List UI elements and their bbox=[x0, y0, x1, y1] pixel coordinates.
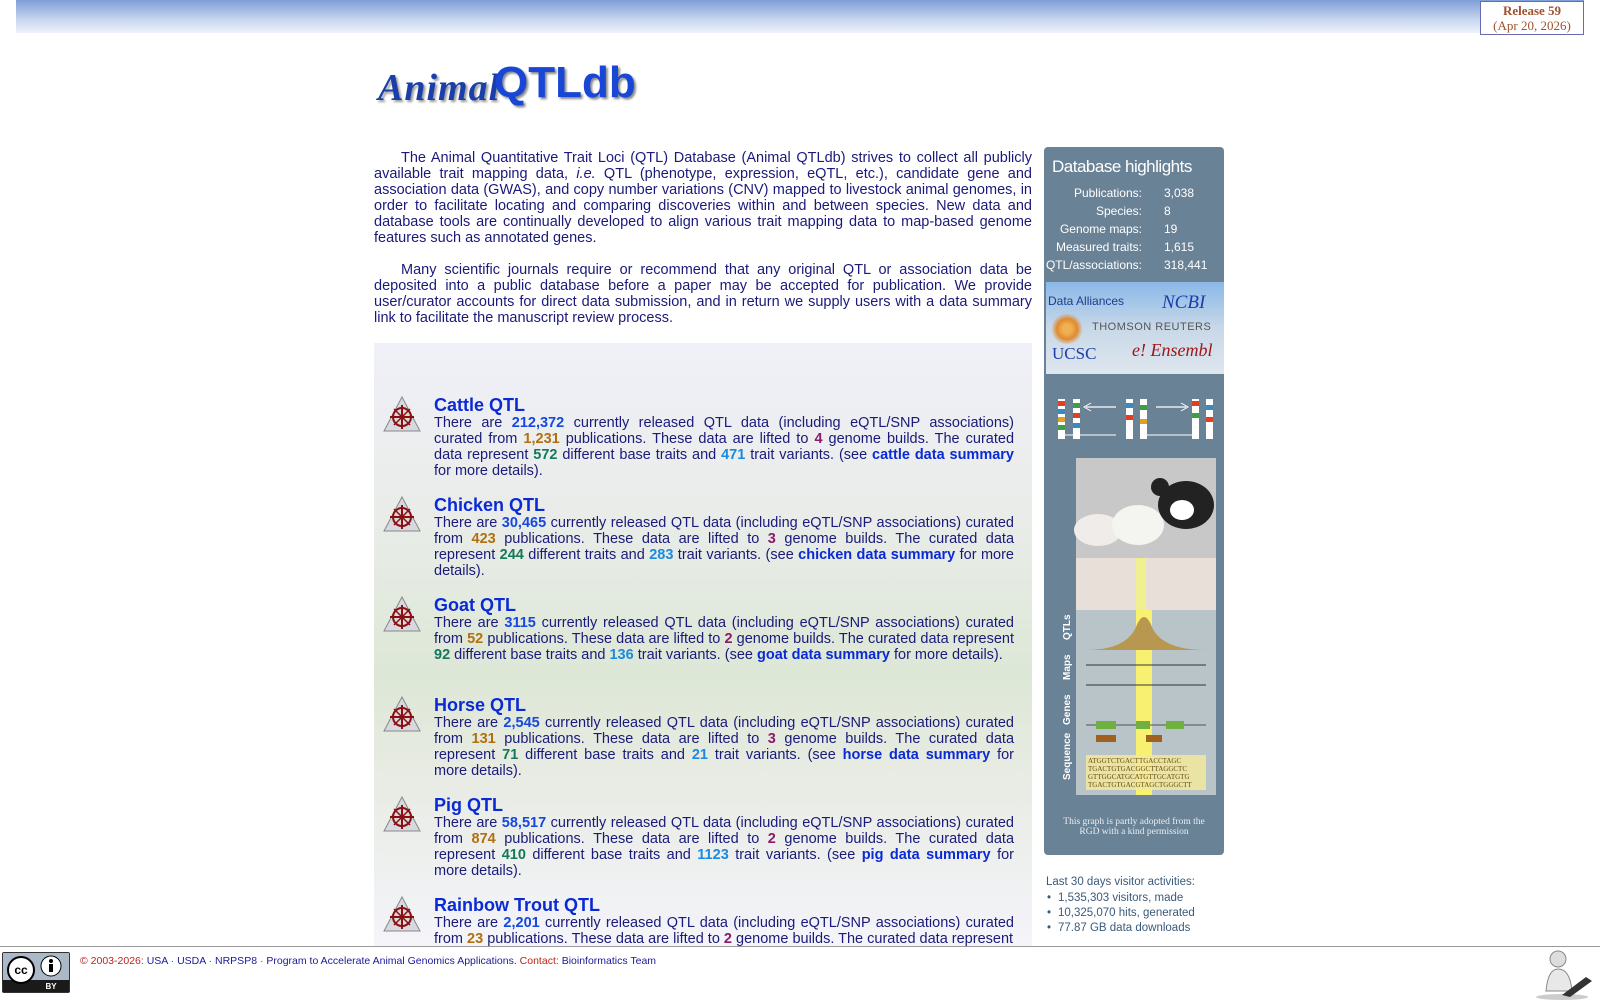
top-banner bbox=[16, 0, 1584, 33]
publication-count[interactable]: 874 bbox=[471, 831, 496, 847]
species-emblem-icon bbox=[382, 595, 422, 635]
sequence-line: TGACTGTGACGGCTTAGGCTC bbox=[1088, 765, 1187, 773]
genome-build-count[interactable]: 3 bbox=[767, 531, 776, 547]
sequence-line: TGACTGTGACGTAGCTGGGCTT bbox=[1088, 781, 1192, 789]
visitor-stat: • 1,535,303 visitors, made bbox=[1058, 892, 1236, 904]
trait-count[interactable]: 71 bbox=[502, 747, 519, 763]
thomson-reuters-logo[interactable]: THOMSON REUTERS bbox=[1092, 321, 1212, 333]
stat-value: 8 bbox=[1164, 204, 1171, 218]
stat-value: 318,441 bbox=[1164, 258, 1208, 272]
species-summary-text: There are 2,545 currently released QTL data (including eQTL/SNP associations) curated from 131 publications. These data are lifted to 3 genome builds. The curated data represent 71 different base traits and 21 trait variants. (see horse data summary for more details). bbox=[434, 715, 1015, 779]
stat-value: 1,615 bbox=[1164, 240, 1195, 254]
cc-label: cc bbox=[14, 963, 28, 977]
publication-count[interactable]: 1,231 bbox=[523, 431, 560, 447]
help-desk-icon[interactable] bbox=[1500, 947, 1600, 1001]
creative-commons-icon bbox=[3, 953, 69, 992]
thomson-reuters-icon bbox=[1050, 314, 1084, 344]
footer-link-usa[interactable]: USA bbox=[146, 955, 168, 967]
qtl-count[interactable]: 2,201 bbox=[503, 915, 540, 931]
stat-label: Publications: bbox=[1073, 186, 1142, 200]
species-title[interactable]: Rainbow Trout QTL bbox=[434, 895, 600, 915]
release-label: Release 59 bbox=[1502, 3, 1562, 18]
qtl-count[interactable]: 3115 bbox=[504, 615, 536, 631]
alliances-title: Data Alliances bbox=[1048, 294, 1125, 308]
footer-link-nrpsp8[interactable]: NRPSP8 bbox=[215, 955, 258, 967]
genome-build-count[interactable]: 2 bbox=[724, 631, 733, 647]
footer bbox=[0, 946, 1600, 1001]
genome-build-count[interactable]: 2 bbox=[767, 831, 776, 847]
data-summary-link[interactable]: goat data summary bbox=[756, 647, 890, 663]
species-title[interactable]: Pig QTL bbox=[434, 795, 503, 815]
intro-paragraph-1: The Animal Quantitative Trait Loci (QTL) Database (Animal QTLdb) strives to collect all publicly available trait mapping data, i.e. QTL (phenotype, expression, eQTL, etc.), candidate gene and association data (GWAS), and copy number variations (CNV) mapped to livestock animal genomes, in order to facilitate locating and comparing discoveries within and between species. New data and database tools are continually developed to align various trait mapping data to map-based genome features such as annotated genes. bbox=[374, 150, 1032, 246]
species-summary-text: There are 2,201 currently released QTL data (including eQTL/SNP associations) curated from 23 publications. These data are lifted to 2 genome builds. The curated data represent bbox=[434, 915, 1014, 946]
species-title[interactable]: Goat QTL bbox=[434, 595, 516, 615]
visitor-activity bbox=[1046, 876, 1236, 937]
species-emblem-icon bbox=[382, 695, 422, 735]
ucsc-logo[interactable]: UCSC bbox=[1052, 344, 1097, 363]
species-summary-text: There are 30,465 currently released QTL data (including eQTL/SNP associations) curated from 423 publications. These data are lifted to 3 genome builds. The curated data represent 244 different traits and 283 trait variants. (see chicken data summary for more details). bbox=[434, 515, 1015, 579]
stat-value: 19 bbox=[1164, 222, 1178, 236]
species-summary-text: There are 58,517 currently released QTL data (including eQTL/SNP associations) curated from 874 publications. These data are lifted to 2 genome builds. The curated data represent 410 different base traits and 1123 trait variants. (see pig data summary for more details). bbox=[434, 815, 1015, 879]
qtl-count[interactable]: 2,545 bbox=[503, 715, 540, 731]
species-summary-text: There are 3115 currently released QTL data (including eQTL/SNP associations) curated from 52 publications. These data are lifted to 2 genome builds. The curated data represent 92 different base traits and 136 trait variants. (see goat data summary for more details). bbox=[434, 615, 1014, 663]
release-date: (Apr 20, 2026) bbox=[1493, 18, 1571, 33]
sequence-line: ATGGTCTGACTTGACCTAGC bbox=[1088, 757, 1182, 765]
species-emblem-icon bbox=[382, 895, 422, 935]
qtl-count[interactable]: 30,465 bbox=[501, 515, 547, 531]
trait-variant-count[interactable]: 21 bbox=[691, 747, 708, 763]
species-title[interactable]: Chicken QTL bbox=[434, 495, 546, 515]
stat-label: QTL/associations: bbox=[1045, 258, 1142, 272]
species-title[interactable]: Horse QTL bbox=[434, 695, 527, 715]
genome-build-count[interactable]: 3 bbox=[767, 731, 776, 747]
trait-variant-count[interactable]: 471 bbox=[721, 447, 746, 463]
ncbi-logo[interactable]: NCBI bbox=[1162, 292, 1206, 313]
publication-count[interactable]: 23 bbox=[467, 931, 484, 946]
stat-value: 3,038 bbox=[1164, 186, 1195, 200]
trait-variant-count[interactable]: 1123 bbox=[697, 847, 729, 863]
contact-link[interactable]: Bioinformatics Team bbox=[561, 955, 657, 967]
track-label: QTLs bbox=[1062, 614, 1073, 640]
sequence-text bbox=[1088, 757, 1192, 789]
stat-label: Measured traits: bbox=[1055, 240, 1142, 254]
logo-qtldb: QTLdb bbox=[494, 58, 636, 107]
trait-count[interactable]: 410 bbox=[501, 847, 526, 863]
publication-count[interactable]: 423 bbox=[471, 531, 496, 547]
visitor-stat: • 77.87 GB data downloads bbox=[1058, 922, 1236, 934]
chromosome-maps-icon bbox=[1058, 399, 1213, 439]
intro-paragraph-2: Many scientific journals require or recommend that any original QTL or association data be deposited into a public database before a paper may be accepted for publication. We provide user/curator accounts for direct data submission, and in return we supply users with a data summary link to facilitate the manuscript review process. bbox=[374, 262, 1032, 326]
contact-label: Contact: bbox=[519, 955, 559, 967]
stat-label: Species: bbox=[1095, 204, 1142, 218]
species-emblem-icon bbox=[382, 495, 422, 535]
track-label: Genes bbox=[1062, 694, 1073, 725]
data-summary-link[interactable]: chicken data summary bbox=[798, 547, 956, 563]
trait-count[interactable]: 244 bbox=[499, 547, 524, 563]
qtl-count[interactable]: 212,372 bbox=[511, 415, 565, 431]
species-title[interactable]: Cattle QTL bbox=[434, 395, 526, 415]
logo-animal: Animal bbox=[378, 67, 501, 109]
track-labels bbox=[1062, 614, 1073, 780]
footer-link-program[interactable]: Program to Accelerate Animal Genomics Applications. bbox=[266, 955, 517, 967]
publication-count[interactable]: 131 bbox=[471, 731, 496, 747]
qtl-count[interactable]: 58,517 bbox=[501, 815, 547, 831]
visitor-stat: • 10,325,070 hits, generated bbox=[1058, 907, 1236, 919]
copyright: © 2003-2026: bbox=[80, 955, 144, 967]
stat-label: Genome maps: bbox=[1059, 222, 1142, 236]
genome-build-count[interactable]: 4 bbox=[814, 431, 823, 447]
footer-links: © 2003-2026: USA · USDA · NRPSP8 · Program to Accelerate Animal Genomics Applications. Contact: Bioinformatics Team bbox=[80, 955, 657, 967]
sequence-line: GTTGGCATGCATGTTGCATGTG bbox=[1088, 773, 1190, 781]
livestock-animals-image bbox=[1074, 458, 1216, 558]
genome-build-count[interactable]: 2 bbox=[723, 931, 732, 946]
ensembl-logo[interactable]: e! Ensembl bbox=[1132, 340, 1213, 360]
trait-variant-count[interactable]: 136 bbox=[609, 647, 634, 663]
data-summary-link[interactable]: cattle data summary bbox=[872, 447, 1014, 463]
species-emblem-icon bbox=[382, 395, 422, 435]
visitor-activity-title: Last 30 days visitor activities: bbox=[1046, 876, 1195, 888]
trait-variant-count[interactable]: 283 bbox=[649, 547, 674, 563]
data-summary-link[interactable]: horse data summary bbox=[842, 747, 991, 763]
highlights-title: Database highlights bbox=[1052, 157, 1192, 176]
trait-count[interactable]: 92 bbox=[434, 647, 451, 663]
species-emblem-icon bbox=[382, 795, 422, 835]
data-summary-link[interactable]: pig data summary bbox=[861, 847, 991, 863]
release-badge[interactable] bbox=[1480, 1, 1584, 35]
footer-link-usda[interactable]: USDA bbox=[177, 955, 206, 967]
illustration-credit: This graph is partly adopted from the RGD with a kind permission bbox=[1063, 817, 1205, 837]
creative-commons-badge[interactable] bbox=[2, 952, 70, 993]
track-label: Sequence bbox=[1062, 732, 1073, 780]
data-alliances bbox=[1046, 282, 1224, 374]
species-list bbox=[374, 343, 1032, 946]
by-label: BY bbox=[45, 982, 57, 991]
qtl-scatter-panel bbox=[1076, 558, 1216, 610]
publication-count[interactable]: 52 bbox=[467, 631, 484, 647]
trait-count[interactable]: 572 bbox=[533, 447, 558, 463]
genome-mapping-illustration[interactable] bbox=[1056, 395, 1216, 815]
track-label: Maps bbox=[1062, 654, 1073, 680]
species-summary-text: There are 212,372 currently released QTL data (including eQTL/SNP associations) curated from 1,231 publications. These data are lifted to 4 genome builds. The curated data represent 572 different base traits and 471 trait variants. (see cattle data summary for more details). bbox=[434, 415, 1015, 479]
